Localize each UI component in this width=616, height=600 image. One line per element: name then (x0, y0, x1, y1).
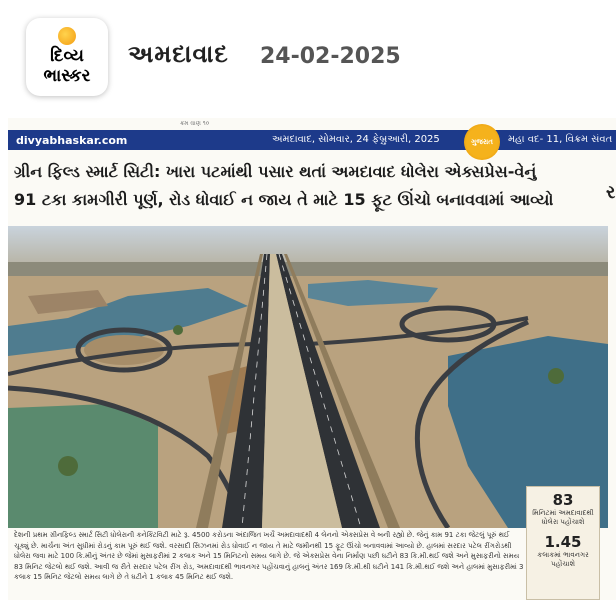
stat-hours-label: કલાકમાં ભાવનગર પહોંચાશે (537, 551, 589, 568)
stat-hours-value: 1.45 (544, 533, 582, 551)
divya-bhaskar-logo[interactable] (26, 18, 108, 96)
masthead-site: divyabhaskar.com (16, 134, 128, 147)
edition-city: અમદાવાદ (128, 40, 229, 68)
sun-icon (58, 27, 76, 45)
article-body: દેશની પ્રથમ ગ્રીનફિલ્ડ સ્માર્ટ સિટી ધોલેરાની કનેક્ટિવિટી માટે રૂ. 4500 કરોડના અંદાજિત ખર્ચે અમદાવાદથી 4 લેનનો એક્સપ્રેસ વે બની રહ્યો છે. જેનું કામ 91 ટકા જેટલું પૂરું થઈ ચૂક્યું છે. માર્ચના અંત સુધીમાં રોડનું કામ પૂરું થઈ જશે. વરસાદી સિઝનમાં રોડ ધોવાઈ ન જાય તે માટે જમીનથી 15 ફૂટ ઊંચો બનાવવામાં આવ્યો છે. હાલમાં સરદાર પટેલ રીંગરોડથી ધોલેરા જવા માટે 100 કિ.મીનું અંતર છે જેમાં મુસાફરીમાં 2 કલાક અને 15 મિનિટનો સમય લાગે છે. જે એક્સપ્રેસ વેના નિર્માણ પછી ઘટીને 83 કિ.મી.થઈ જશે અને મુસાફરીનો સમય 83 મિનિટ જેટલો થઈ જશે. આવી જ રીતે સરદાર પટેલ રીંગ રોડ, અમદાવાદથી ભાવનગર પહોંચવાનું હાલનું અંતર 169 કિ.મી.થી ઘટીને 141 કિ.મી.થઈ જશે અને હાલમાં મુસાફરીમાં 3 કલાક 15 મિનિટ જેટલો સમય લાગે છે તે ઘટીને 1 કલાક 45 મિનિટ થઈ જશે. (14, 531, 524, 581)
edition-date: 24-02-2025 (260, 44, 401, 69)
travel-time-stats (526, 486, 600, 600)
masthead-tithi: મહા વદ- 11, વિક્રમ સંવત (508, 134, 613, 145)
stat-minutes-label: મિનિટમાં અમદાવાદથી ધોલેરા પહોંચાશે (532, 509, 594, 526)
stat-minutes-value: 83 (552, 491, 574, 509)
headline-line-1: ગ્રીન ફિલ્ડ સ્માર્ટ સિટી: ખારા પટમાંથી પસાર થતાં અમદાવાદ ધોલેરા એક્સપ્રેસ-વેનું (14, 162, 537, 181)
aerial-photo-illustration (8, 226, 608, 528)
masthead-bar (8, 130, 616, 150)
logo-line-2: ભાસ્કર (43, 66, 91, 86)
masthead-date: અમદાવાદ, સોમવાર, 24 ફેબ્રુઆરી, 2025 (272, 134, 440, 145)
expressway-aerial-photo (8, 226, 608, 528)
app-header (0, 0, 616, 118)
side-column-fragment: ર (606, 182, 616, 203)
clip-top-fragment: ક્રમ વાણ ૧૦ (180, 120, 210, 127)
headline (14, 158, 604, 214)
logo-line-1: દિવ્ય (50, 46, 84, 66)
headline-line-2: 91 ટકા કામગીરી પૂર્ણ, રોડ ધોવાઈ ન જાય તે માટે 15 ફૂટ ઊંચો બનાવવામાં આવ્યો (14, 190, 554, 209)
gujarat-badge: ગુજરાત (464, 124, 500, 160)
newspaper-clipping (8, 118, 616, 600)
